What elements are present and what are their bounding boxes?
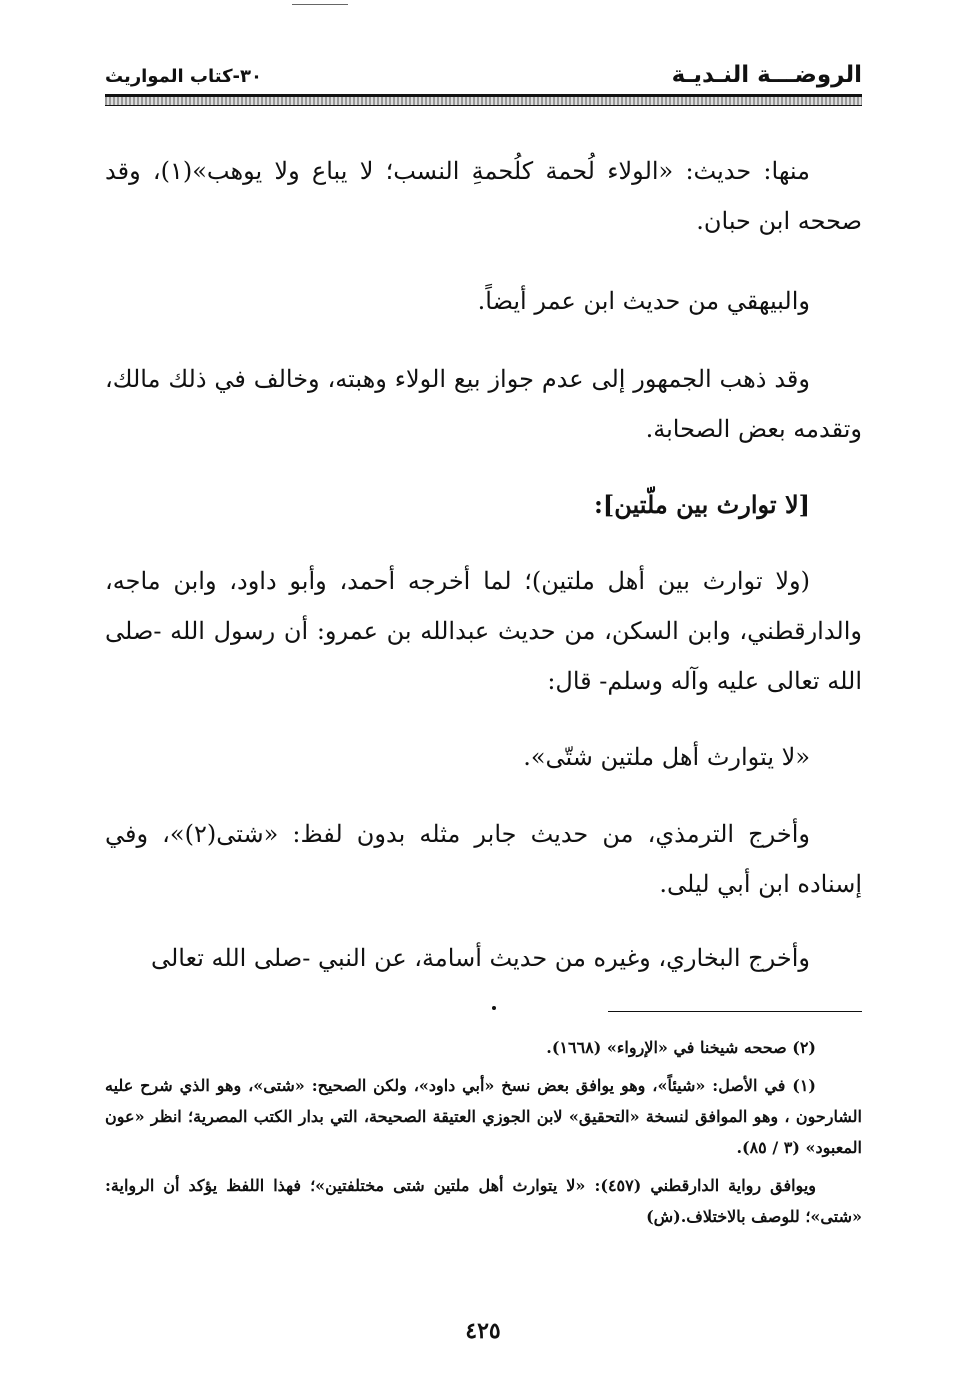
hadith-quote: «لا يتوارث أهل ملتين شتّى».: [523, 743, 810, 771]
paragraph-2: والبيهقي من حديث ابن عمر أيضاً.: [477, 287, 810, 315]
footnotes: [105, 1032, 862, 1232]
paragraph-8: وأخرج البخاري، وغيره من حديث أسامة، عن النبي -صلى الله تعالى: [150, 944, 810, 972]
paragraph-5: (ولا توارث بين أهل ملتين)؛ لما أخرجه أحمد، وأبو داود، وابن ماجه، والدارقطني، وابن السكن، من حديث عبدالله بن عمرو: أن رسول الله -صلى الله تعالى عليه وآله وسلم- قال:: [105, 567, 862, 695]
paragraph-3: وقد ذهب الجمهور إلى عدم جواز بيع الولاء وهبته، وخالف في ذلك مالك، وتقدمه بعض الصحابة.: [105, 365, 862, 443]
running-header: [105, 60, 862, 94]
paragraph-7: وأخرج الترمذي، من حديث جابر مثله بدون لفظ: «شتى(٢)»، وفي إسناده ابن أبي ليلى.: [105, 820, 862, 898]
stray-dot: [492, 1006, 496, 1010]
footnote-2: (٢) صححه شيخنا في «الإرواء» (١٦٦٨).: [546, 1038, 816, 1057]
footnote-1-continued: ويوافق رواية الدارقطني (٤٥٧): «لا يتوارث أهل ملتين شتى مختلفتين»؛ فهذا اللفظ يؤكد أن الرواية: «شتى»؛ للوصف بالاختلاف.(ش): [105, 1176, 862, 1226]
section-heading: [لا توارث بين ملّتين]:: [594, 490, 810, 519]
chapter-title: ٣٠-كتاب المواريث: [105, 66, 263, 87]
top-edge-mark: [292, 4, 348, 5]
footnote-1: (١) في الأصل: «شيئاً»، وهو يوافق بعض نسخ «أبي داود»، ولكن الصحيح: «شتى»، وهو الذي شرح عليه الشارحون ، وهو الموافق لنسخة «التحقيق» لابن الجوزي العتيقة الصحيحة، التي بدار الكتب المصرية؛ انظر «عون المعبود» (٣ / ٨٥).: [105, 1076, 862, 1157]
paragraph-1: منها: حديث: «الولاء لُحمة كلُحمةِ النسب؛ لا يباع ولا يوهب»(١)، وقد صححه ابن حبان.: [105, 157, 862, 235]
book-title: الروضـــة النـديـة: [671, 62, 862, 88]
header-divider: [105, 94, 862, 106]
footnote-separator: [608, 1011, 862, 1012]
page-number: ٤٢٥: [465, 1318, 501, 1344]
